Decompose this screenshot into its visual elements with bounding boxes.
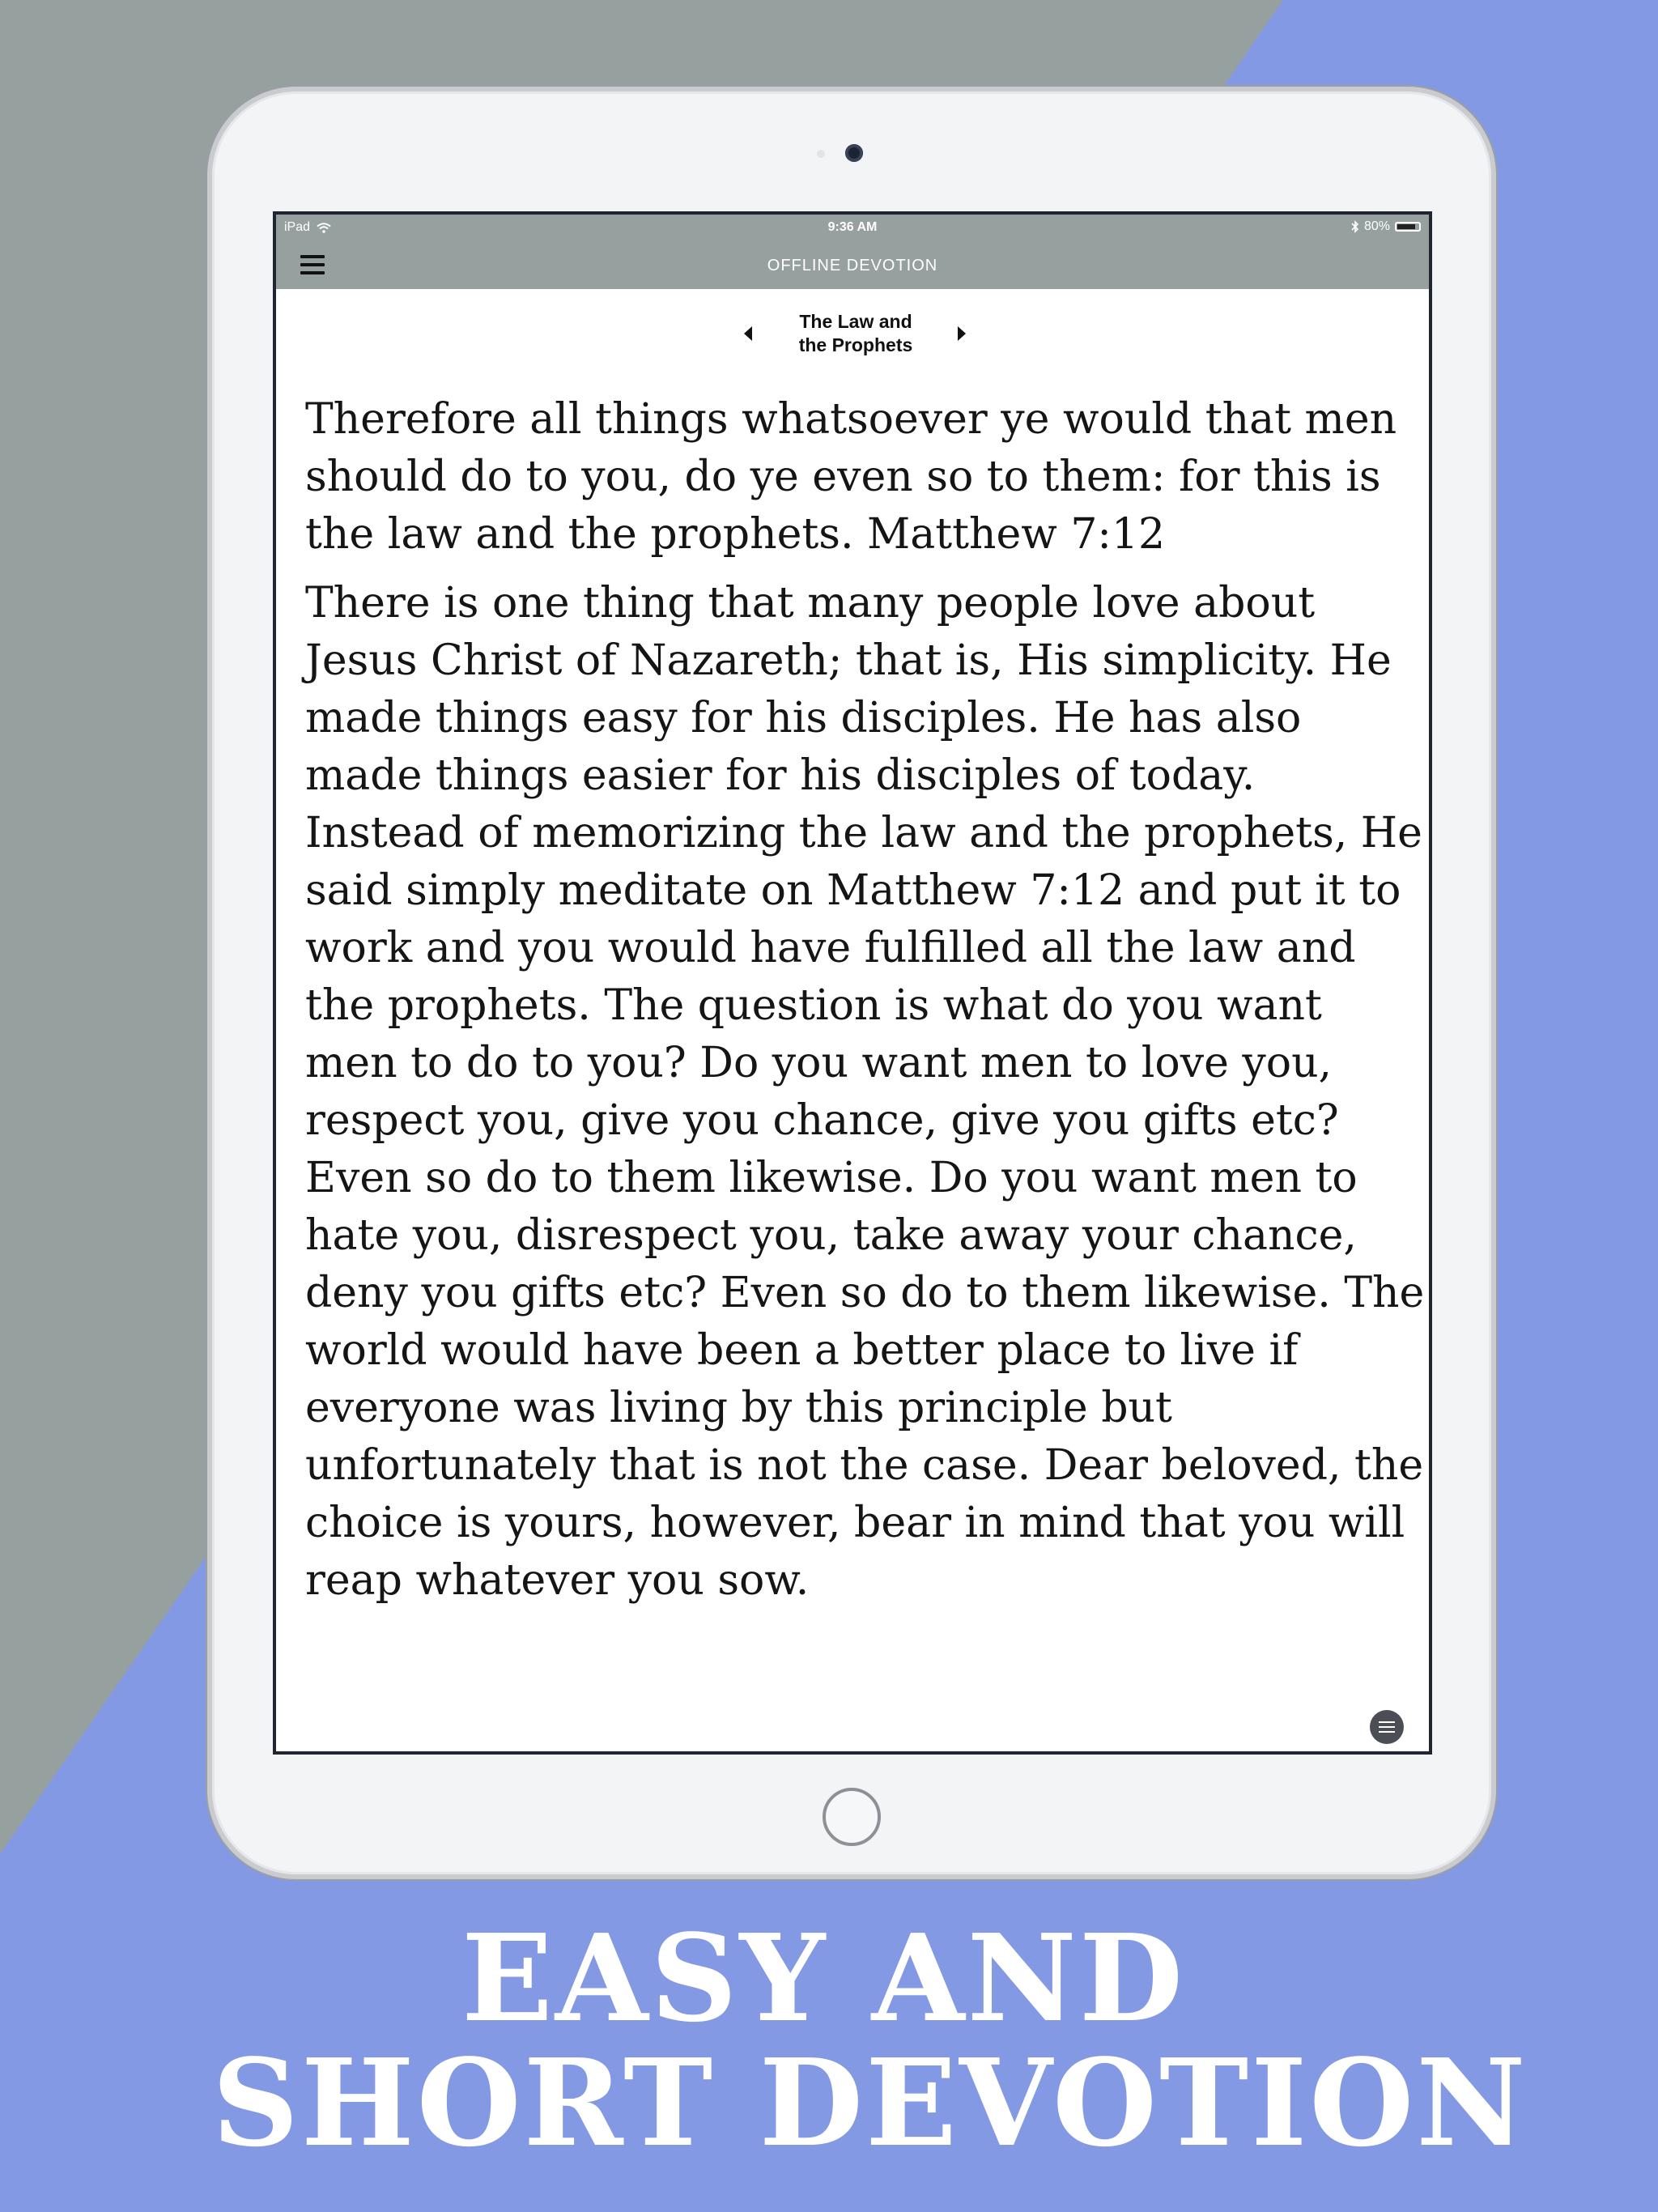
camera-sensor <box>817 150 825 158</box>
home-button[interactable] <box>823 1788 881 1846</box>
topic-navigation <box>276 310 1429 367</box>
list-menu-icon[interactable] <box>1370 1710 1404 1744</box>
status-bar <box>276 215 1429 240</box>
battery-percent: 80% <box>1363 219 1390 233</box>
scripture-verse: Therefore all things whatsoever ye would that men should do to you, do ye even so to them: for this is the law and the prophets. Matthew 7:12 <box>305 395 1397 559</box>
caret-left-icon[interactable] <box>744 326 752 341</box>
battery-icon <box>1395 222 1421 232</box>
battery-level <box>1397 224 1415 229</box>
status-time: 9:36 AM <box>827 220 878 234</box>
caret-right-icon[interactable] <box>958 326 966 341</box>
bluetooth-icon <box>1351 220 1359 233</box>
caption-line1: EASY AND <box>461 1908 1186 2048</box>
nav-title: OFFLINE DEVOTION <box>767 257 938 274</box>
devotion-content <box>305 391 1426 1621</box>
devotion-title-line2: the Prophets <box>798 334 913 355</box>
device-label: iPad <box>284 220 311 234</box>
app-screen <box>273 211 1432 1755</box>
nav-bar <box>276 240 1429 289</box>
status-right <box>1351 219 1421 234</box>
caption-line2: SHORT DEVOTION <box>212 2032 1528 2173</box>
devotion-title-line1: The Law and <box>799 311 912 332</box>
front-camera-icon <box>845 144 863 162</box>
devotion-title <box>762 310 950 357</box>
devotion-body: There is one thing that many people love about Jesus Christ of Nazareth; that is, His simplicity. He made things easy for his disciples. He has also made things easier for his disciples of today. Instead of memorizing the law and the prophets, He said simply meditate on Matthew 7:12 and put it to work and you would have fulfilled all the law and the prophets. The question is what do you want men to do to you? Do you want men to love you, respect you, give you chance, give you gifts etc? Even so do to them likewise. Do you want men to hate you, disrespect you, take away your chance, deny you gifts etc? Even so do to them likewise. The world would have been a better place to live if everyone was living by this principle but unfortunately that is not the case. Dear beloved, the choice is yours, however, bear in mind that you will reap whatever you sow. <box>305 579 1425 1605</box>
